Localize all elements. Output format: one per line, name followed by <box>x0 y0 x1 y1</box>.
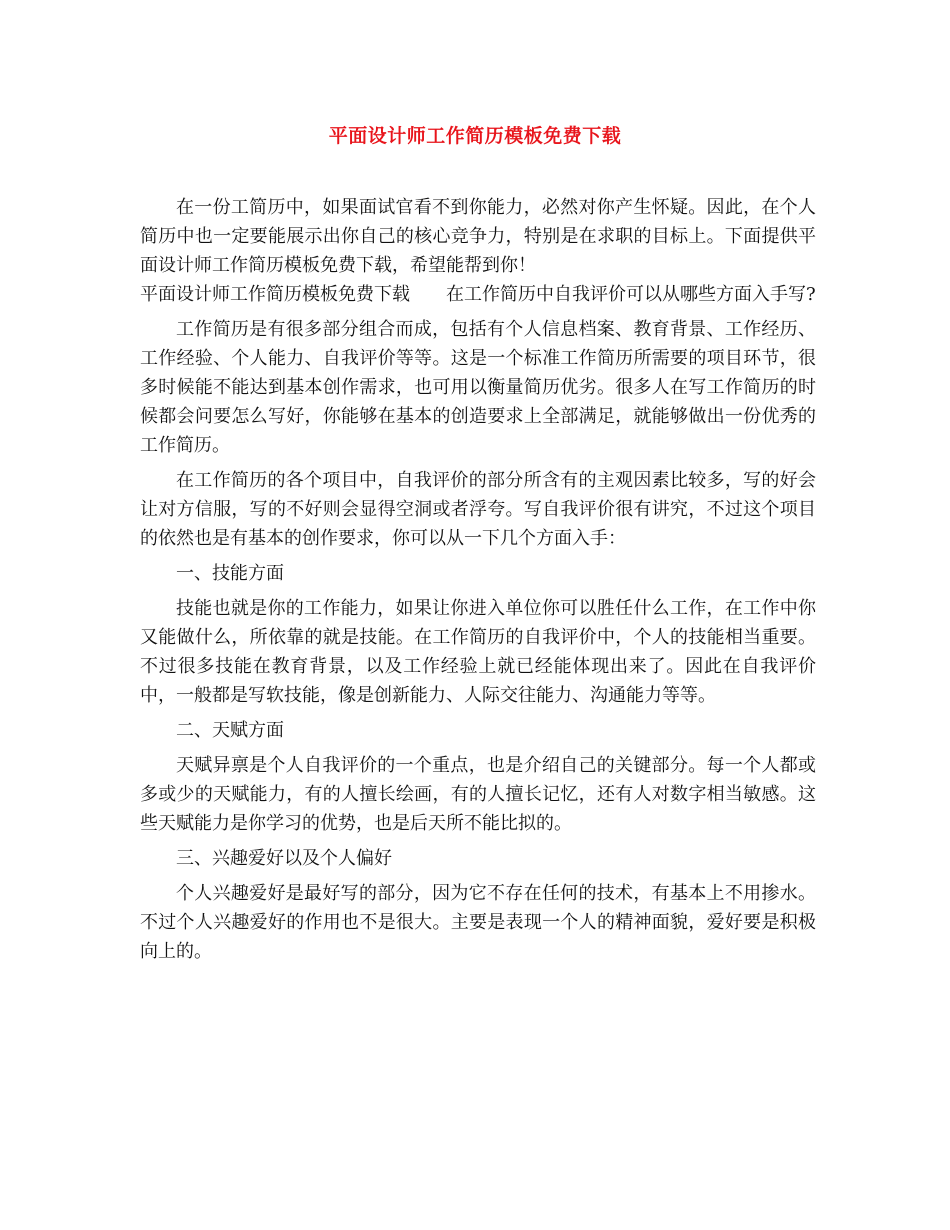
paragraph-3: 技能也就是你的工作能力，如果让你进入单位你可以胜任什么工作，在工作中你又能做什么，所依靠的就是技能。在工作简历的自我评价中，个人的技能相当重要。不过很多技能在教育背景，以及工作经验上就已经能体现出来了。因此在自我评价中，一般都是写软技能，像是创新能力、人际交往能力、沟通能力等等。 <box>140 598 816 706</box>
paragraph-1: 工作简历是有很多部分组合而成，包括有个人信息档案、教育背景、工作经历、工作经验、个人能力、自我评价等等。这是一个标准工作简历所需要的项目环节，很多时候能不能达到基本创作需求，也可用以衡量简历优劣。很多人在写工作简历的时候都会问要怎么写好，你能够在基本的创造要求上全部满足，就能够做出一份优秀的工作简历。 <box>140 319 816 456</box>
section-heading-hobbies: 三、兴趣爱好以及个人偏好 <box>176 848 392 869</box>
subtitle-left: 平面设计师工作简历模板免费下载 <box>140 284 410 305</box>
subtitle-right: 在工作简历中自我评价可以从哪些方面入手写? <box>446 284 816 305</box>
paragraph-4: 天赋异禀是个人自我评价的一个重点，也是介绍自己的关键部分。每一个人都或多或少的天赋能力，有的人擅长绘画，有的人擅长记忆，还有人对数字相当敏感。这些天赋能力是你学习的优势，也是后天所不能比拟的。 <box>140 755 816 834</box>
document-title: 平面设计师工作简历模板免费下载 <box>328 125 622 147</box>
intro-paragraph: 在一份工简历中，如果面试官看不到你能力，必然对你产生怀疑。因此，在个人简历中也一定要能展示出你自己的核心竞争力，特别是在求职的目标上。下面提供平面设计师工作简历模板免费下载，希望能帮到你！ <box>140 197 816 276</box>
document-body <box>140 193 816 972</box>
subtitle-line <box>140 280 816 315</box>
paragraph-5: 个人兴趣爱好是最好写的部分，因为它不存在任何的技术，有基本上不用掺水。不过个人兴趣爱好的作用也不是很大。主要是表现一个人的精神面貌，爱好要是积极向上的。 <box>140 883 816 962</box>
paragraph-2: 在工作简历的各个项目中，自我评价的部分所含有的主观因素比较多，写的好会让对方信服，写的不好则会显得空洞或者浮夸。写自我评价很有讲究，不过这个项目的依然也是有基本的创作要求，你可以从一下几个方面入手： <box>140 470 816 549</box>
section-heading-talent: 二、天赋方面 <box>176 720 284 741</box>
section-heading-skills: 一、技能方面 <box>176 563 284 584</box>
